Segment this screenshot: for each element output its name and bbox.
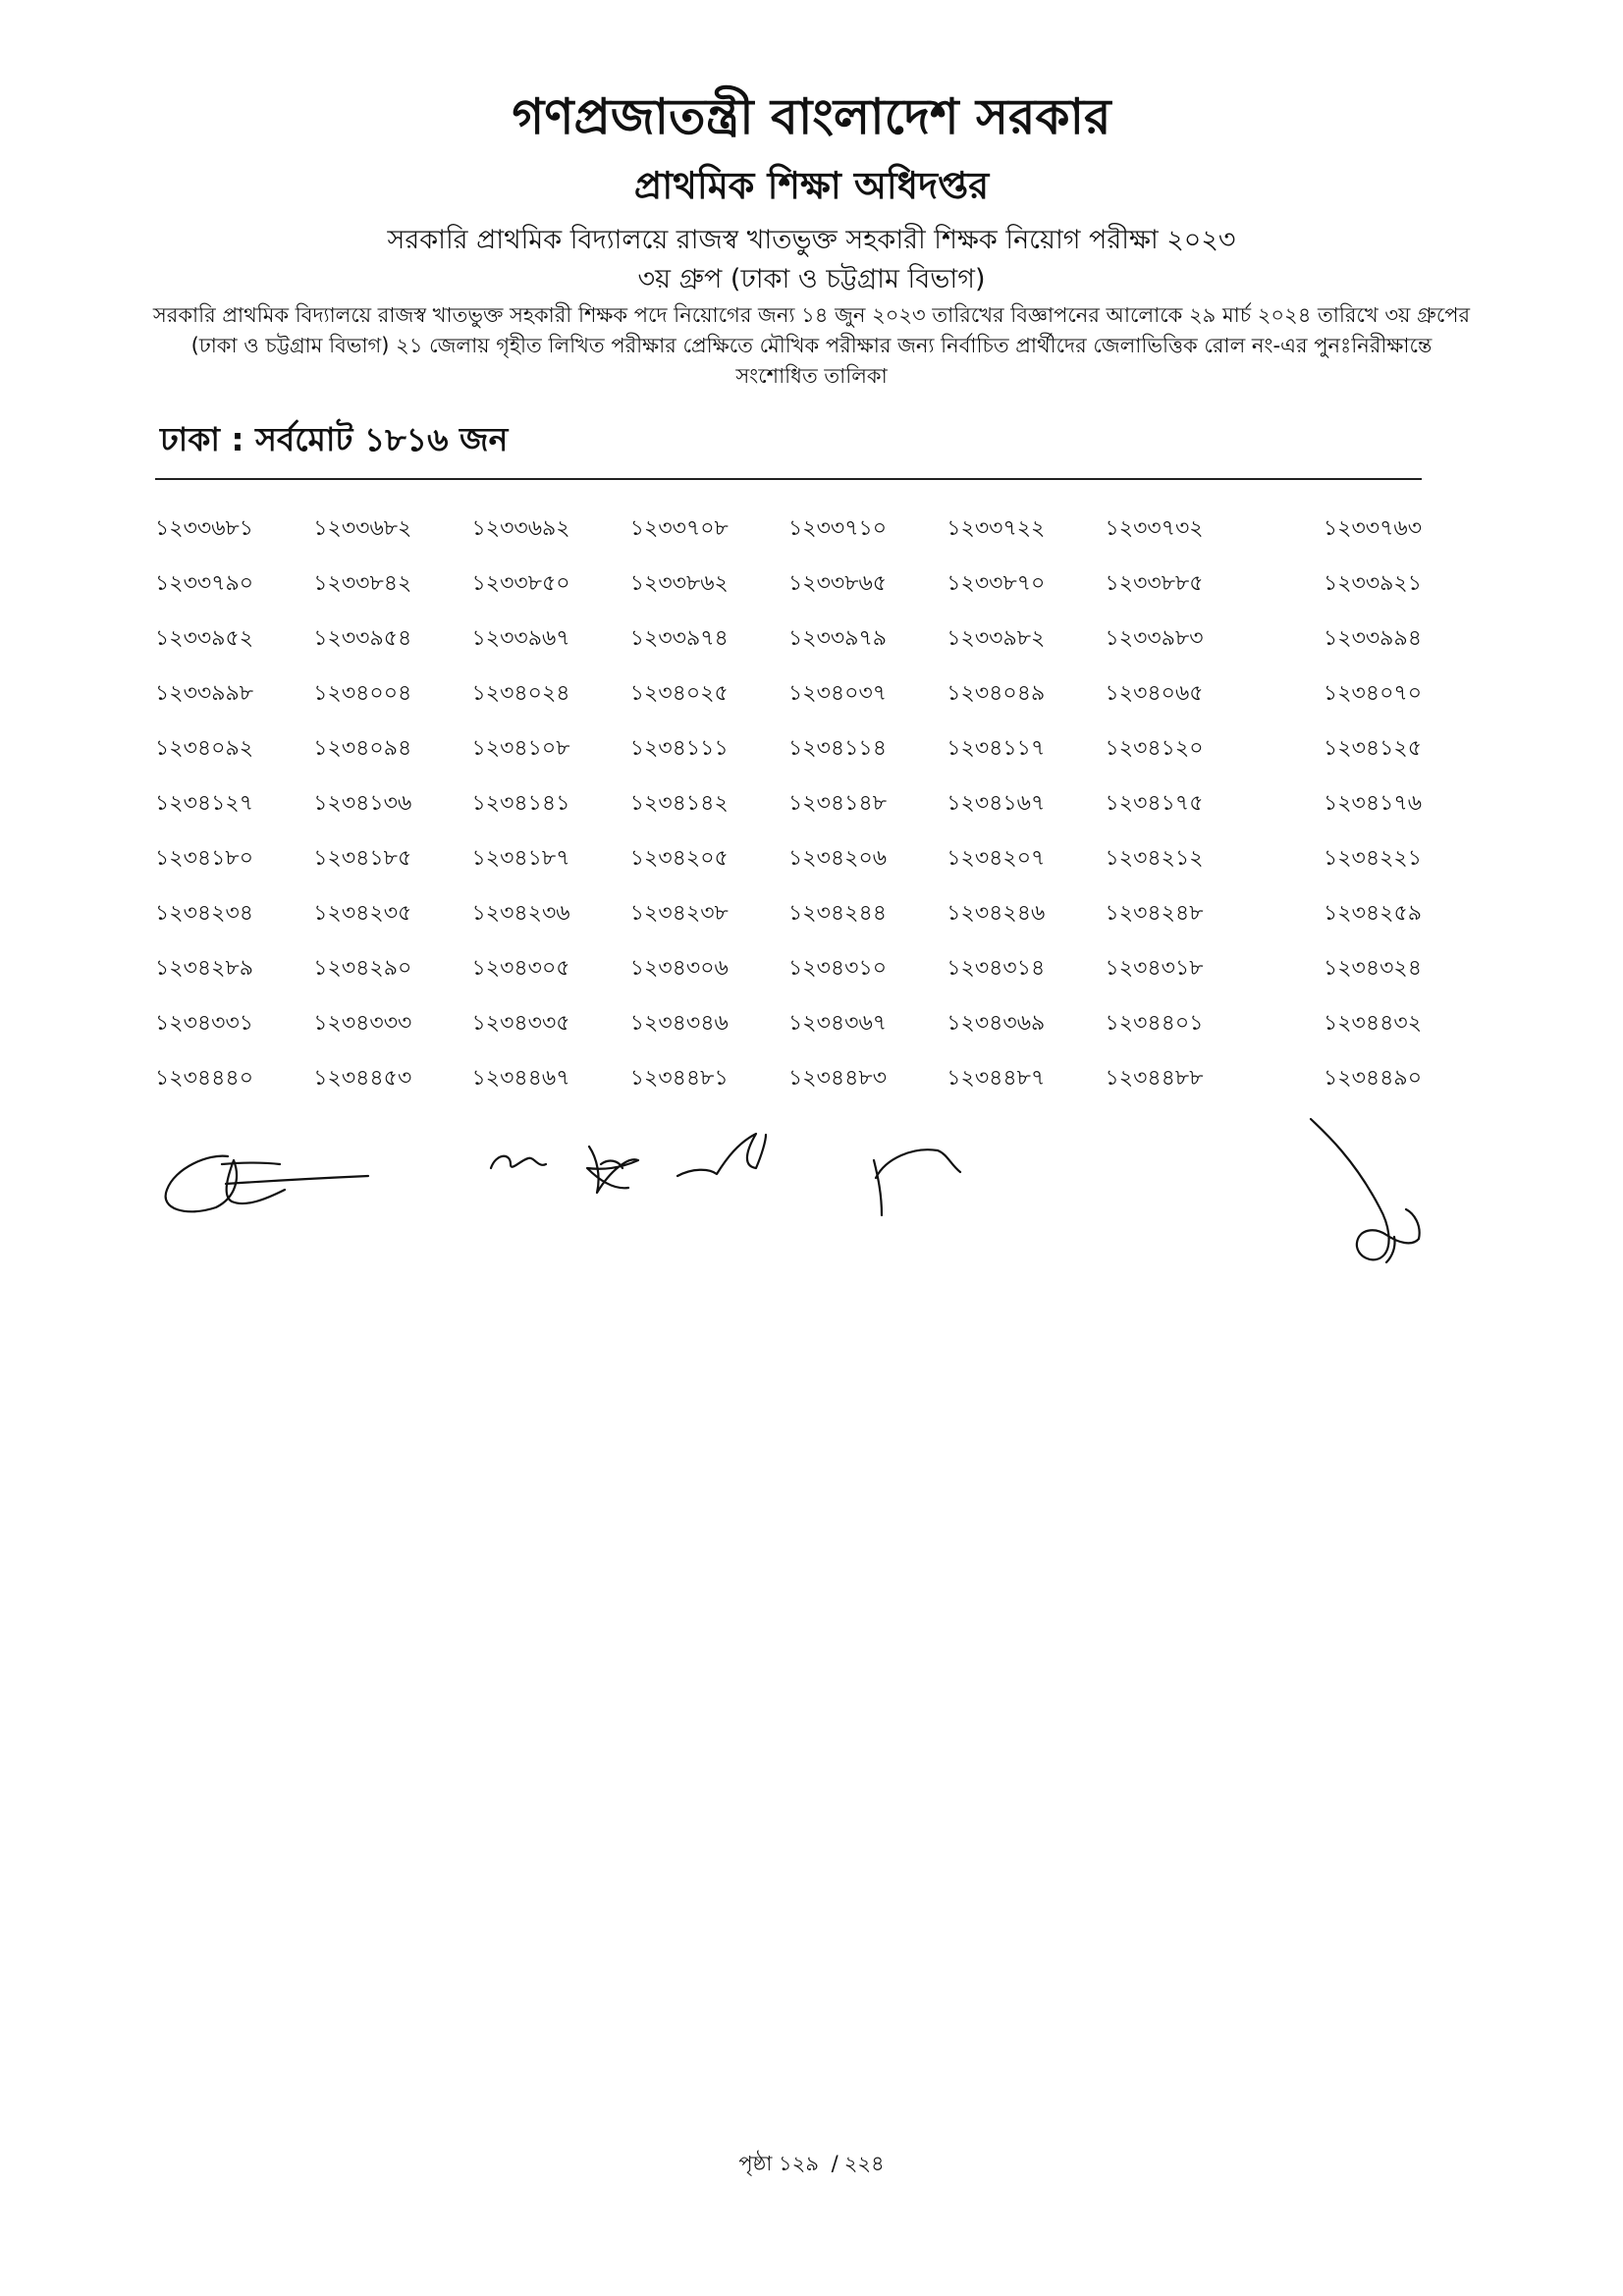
page-number: পৃষ্ঠা ১২৯ — [738, 2152, 819, 2175]
roll-number: ১২৩৪২৪৪ — [788, 901, 888, 926]
roll-number: ১২৩৪৩৬৯ — [947, 1011, 1046, 1036]
page-separator: / — [831, 2152, 839, 2175]
roll-number: ১২৩৪১৪২ — [629, 791, 729, 816]
roll-number: ১২৩৩৬৮১ — [155, 516, 254, 541]
roll-number: ১২৩৩৮৫০ — [471, 571, 570, 596]
roll-number: ১২৩৩৭৬৩ — [1323, 516, 1422, 541]
roll-number: ১২৩৩৯৫৪ — [313, 626, 412, 651]
roll-number: ১২৩৪১৮৭ — [471, 846, 570, 871]
roll-number: ১২৩৪৪৮১ — [629, 1066, 729, 1091]
roll-number: ১২৩৪১৪১ — [471, 791, 570, 816]
roll-number: ১২৩৪০৩৭ — [788, 681, 888, 706]
roll-number: ১২৩৪১৮০ — [155, 846, 254, 871]
roll-number: ১২৩৪২১২ — [1105, 846, 1204, 871]
roll-number: ১২৩৪০৭০ — [1323, 681, 1422, 706]
roll-number: ১২৩৩৮৪২ — [313, 571, 412, 596]
signature-6 — [1311, 1119, 1420, 1262]
roll-number: ১২৩৪২৩৫ — [313, 901, 412, 926]
roll-number: ১২৩৪০৯২ — [155, 736, 254, 761]
roll-number: ১২৩৪১৬৭ — [947, 791, 1046, 816]
roll-number: ১২৩৪২০৭ — [947, 846, 1046, 871]
roll-number: ১২৩৩৯৫২ — [155, 626, 254, 651]
roll-number: ১২৩৪৩৩৫ — [471, 1011, 570, 1036]
roll-number: ১২৩৪৩৬৭ — [788, 1011, 888, 1036]
roll-number: ১২৩৪৪৯০ — [1323, 1066, 1422, 1091]
group-title: ৩য় গ্রুপ (ঢাকা ও চট্টগ্রাম বিভাগ) — [637, 264, 986, 294]
roll-number: ১২৩৩৭১০ — [788, 516, 888, 541]
roll-number: ১২৩৪২৩৬ — [471, 901, 570, 926]
roll-number: ১২৩৩৮৬৫ — [788, 571, 888, 596]
roll-number: ১২৩৪০৬৫ — [1105, 681, 1204, 706]
roll-number: ১২৩৪২৩৮ — [629, 901, 729, 926]
roll-number: ১২৩৩৯৭৯ — [788, 626, 888, 651]
roll-number: ১২৩৪৩০৬ — [629, 956, 729, 981]
roll-number: ১২৩৩৯৯৪ — [1323, 626, 1422, 651]
roll-number: ১২৩৪১৭৫ — [1105, 791, 1204, 816]
page-footer — [0, 2148, 1623, 2182]
signature-3 — [587, 1147, 638, 1193]
roll-number: ১২৩৪৪৮৩ — [788, 1066, 888, 1091]
signature-5 — [874, 1149, 960, 1215]
roll-number: ১২৩৪৪৫৩ — [313, 1066, 412, 1091]
roll-number: ১২৩৩৭০৮ — [629, 516, 729, 541]
roll-number: ১২৩৪৪৮৭ — [947, 1066, 1046, 1091]
roll-number: ১২৩৪২৫৯ — [1323, 901, 1422, 926]
roll-number: ১২৩৪০২৫ — [629, 681, 729, 706]
roll-number: ১২৩৩৯৮৩ — [1105, 626, 1204, 651]
roll-number: ১২৩৩৯৮২ — [947, 626, 1046, 651]
signature-4 — [677, 1134, 766, 1176]
roll-number: ১২৩৪৪৮৮ — [1105, 1066, 1204, 1091]
roll-number: ১২৩৪৪৩২ — [1323, 1011, 1422, 1036]
signatures — [0, 1099, 1623, 1315]
roll-number: ১২৩৩৬৮২ — [313, 516, 412, 541]
signature-1 — [166, 1156, 368, 1212]
signature-2 — [491, 1156, 546, 1168]
roll-number: ১২৩৪১২৭ — [155, 791, 254, 816]
roll-number: ১২৩৪২৪৮ — [1105, 901, 1204, 926]
roll-number: ১২৩৪৩৩৩ — [313, 1011, 412, 1036]
roll-number: ১২৩৪১৪৮ — [788, 791, 887, 816]
roll-number: ১২৩৪৩৪৬ — [629, 1011, 729, 1036]
roll-number: ১২৩৪২৯০ — [313, 956, 412, 981]
roll-number: ১২৩৩৮৬২ — [629, 571, 729, 596]
roll-number: ১২৩৪৩০৫ — [471, 956, 570, 981]
roll-number: ১২৩৪১১১ — [629, 736, 729, 761]
roll-number: ১২৩৩৮৮৫ — [1105, 571, 1204, 596]
roll-number: ১২৩৪৩১৮ — [1105, 956, 1204, 981]
roll-number: ১২৩৪৪৪০ — [155, 1066, 254, 1091]
roll-number: ১২৩৪১৩৬ — [313, 791, 412, 816]
district-heading: ঢাকা : সর্বমোট ১৮১৬ জন — [160, 420, 509, 458]
roll-number: ১২৩৪৩১৪ — [947, 956, 1046, 981]
roll-number: ১২৩৩৭৩২ — [1105, 516, 1204, 541]
roll-number: ১২৩৪২০৫ — [629, 846, 729, 871]
roll-number: ১২৩৪০৪৯ — [947, 681, 1046, 706]
roll-number: ১২৩৪৪৬৭ — [471, 1066, 570, 1091]
roll-number: ১২৩৩৯৭৪ — [629, 626, 729, 651]
roll-number: ১২৩৩৯৯৮ — [155, 681, 254, 706]
roll-number: ১২৩৪২৩৪ — [155, 901, 254, 926]
roll-number: ১২৩৪১৮৫ — [313, 846, 412, 871]
roll-number: ১২৩৪২২১ — [1323, 846, 1422, 871]
roll-number: ১২৩৪৩১০ — [788, 956, 888, 981]
government-title: গণপ্রজাতন্ত্রী বাংলাদেশ সরকার — [512, 88, 1111, 145]
roll-number: ১২৩৩৯২১ — [1323, 571, 1422, 596]
roll-number: ১২৩৩৭২২ — [947, 516, 1046, 541]
department-title: প্রাথমিক শিক্ষা অধিদপ্তর — [633, 164, 990, 207]
roll-number: ১২৩৪১২৫ — [1323, 736, 1422, 761]
roll-number: ১২৩৪৩৩১ — [155, 1011, 254, 1036]
roll-number: ১২৩৪৩২৪ — [1323, 956, 1422, 981]
roll-number: ১২৩৪০০৪ — [313, 681, 412, 706]
roll-number: ১২৩৪০৯৪ — [313, 736, 412, 761]
roll-number: ১২৩৩৯৬৭ — [471, 626, 570, 651]
roll-number: ১২৩৩৭৯০ — [155, 571, 254, 596]
roll-number: ১২৩৩৬৯২ — [471, 516, 570, 541]
roll-number: ১২৩৪১০৮ — [471, 736, 570, 761]
roll-number: ১২৩৪১১৪ — [788, 736, 887, 761]
roll-number: ১২৩৪২৮৯ — [155, 956, 254, 981]
description-paragraph: সরকারি প্রাথমিক বিদ্যালয়ে রাজস্ব খাতভুক্ত সহকারী শিক্ষক পদে নিয়োগের জন্য ১৪ জুন ২০২৩ তারিখের বিজ্ঞাপনের আলোকে ২৯ মার্চ ২০২৪ তারিখে ৩য় গ্রুপের (ঢাকা ও চট্টগ্রাম বিভাগ) ২১ জেলায় গৃহীত লিখিত পরীক্ষার প্রেক্ষিতে মৌখিক পরীক্ষার জন্য নির্বাচিত প্রার্থীদের জেলাভিত্তিক রোল নং-এর পুনঃনিরীক্ষান্তে সংশোধিত তালিকা — [152, 303, 1471, 388]
roll-number: ১২৩৪০২৪ — [471, 681, 570, 706]
exam-title: সরকারি প্রাথমিক বিদ্যালয়ে রাজস্ব খাতভুক্ত সহকারী শিক্ষক নিয়োগ পরীক্ষা ২০২৩ — [387, 225, 1236, 255]
roll-number: ১২৩৩৮৭০ — [947, 571, 1046, 596]
total-pages: ২২৪ — [843, 2152, 885, 2175]
roll-number: ১২৩৪২০৬ — [788, 846, 888, 871]
heading-divider — [155, 478, 1422, 480]
roll-number: ১২৩৪২৪৬ — [947, 901, 1046, 926]
roll-number-table — [155, 517, 1422, 1091]
roll-number: ১২৩৪৪০১ — [1105, 1011, 1204, 1036]
roll-number: ১২৩৪১২০ — [1105, 736, 1204, 761]
roll-number: ১২৩৪১৭৬ — [1323, 791, 1422, 816]
roll-number: ১২৩৪১১৭ — [947, 736, 1046, 761]
